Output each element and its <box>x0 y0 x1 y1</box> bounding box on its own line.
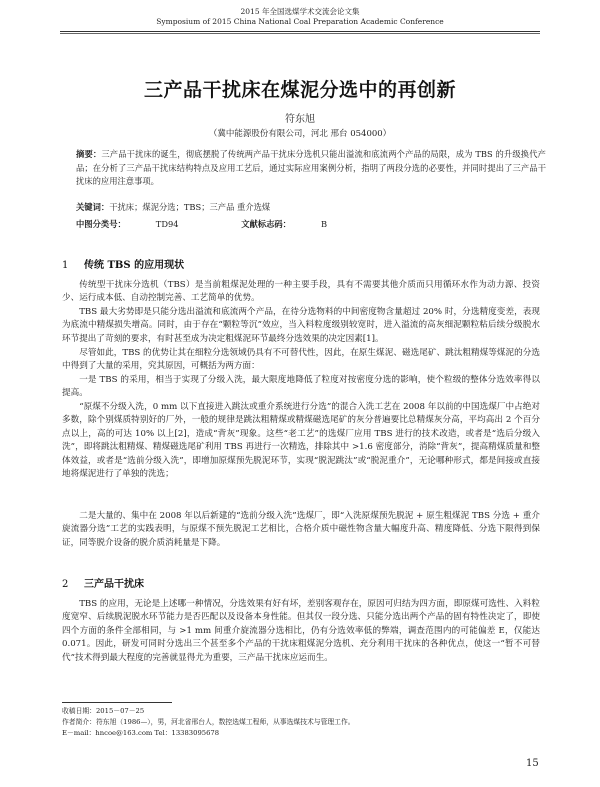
paragraph: 一是 TBS 的采用，相当于实现了分级入洗，最大限度地降低了粒度对按密度分选的影响，使个粒级的整体分选效率得以提高。 <box>62 375 540 399</box>
section-heading-2 <box>62 575 144 590</box>
paragraph: 二是大量的、集中在 2008 年以后新建的“选前分级入洗”选煤厂，即“入洗原煤预先脱泥 + 原生粗煤泥 TBS 分选 + 重介旋流器分选”工艺的实践表明，与原煤不预先脱泥工艺相比，合格介质中磁性物含量大幅度升高、精度降低、分选下限得到保证，同等脱介设备的脱介质消耗量是下降。 <box>62 511 540 548</box>
abstract-text: 三产品干扰床的诞生，彻底摆脱了传统两产品干扰床分选机只能出溢流和底流两个产品的局限，成为 TBS 的升级换代产品；在分析了三产品干扰床结构特点及应用工艺后，通过实际应用案例分析，指明了两段分选的必要性，并同时提出了三产品干扰床的应用注意事项。 <box>76 149 546 186</box>
author-affiliation: （冀中能源股份有限公司，河北 邢台 054000） <box>208 129 392 139</box>
section-1-number: 1 <box>62 260 69 271</box>
section-1-title: 传统 TBS 的应用现状 <box>84 260 185 271</box>
header-rule <box>60 31 540 32</box>
paragraph: TBS 的应用，无论是上述哪一种情况，分选效果有好有坏，差别客观存在，原因可归结为四方面，即原煤可选性、入料粒度宽窄、后续脱泥脱水环节能力是否匹配以及设备本身性能。但其仅一段分选、只能分选出两个产品的固有特性决定了，即使四个方面的条件全部相同，与 >1 mm 间重介旋流器分选相比，仍有分选效率低的弊端，调查范围内的可能偏差 E，仅能达 0.071。因此，研发可同时分选出三个甚至多个产品的干扰床粗煤泥分选机、充分利用干扰床的各种优点，使这一“暂不可替代”技术得到最大程度的完善就显得尤为重要，三产品干扰床应运而生。 <box>62 599 540 663</box>
doc-code-value: B <box>320 219 328 229</box>
paragraph: TBS 最大劣势即是只能分选出溢流和底流两个产品，在待分选物料的中间密度物含量超过 20% 时，分选精度变差，表现为底流中精煤损失增高。同时，由于存在“颗粒等沉”效应，当入料粒度级别较宽时，进入溢流的高灰细泥颗粒粘后续分级脱水环节提出了苛刻的要求，有时甚至成为决定粗煤泥环节最终分选效果的决定因素[1]。 <box>62 307 540 344</box>
footnote-rule <box>62 702 172 703</box>
article-title: 三产品干扰床在煤泥分选中的再创新 <box>143 79 456 101</box>
abstract-label: 摘要： <box>76 149 102 159</box>
author-name: 符东旭 <box>285 114 315 125</box>
running-header <box>0 7 600 27</box>
page-number: 15 <box>526 758 539 769</box>
footnote-received: 收稿日期：2015－07－25 <box>62 707 145 715</box>
section-2-title: 三产品干扰床 <box>84 579 144 590</box>
keywords-label: 关键词： <box>76 202 110 212</box>
section-heading-1 <box>62 256 184 271</box>
clc-label: 中图分类号： <box>76 219 126 229</box>
header-line-cn: 2015 年全国选煤学术交流会论文集 <box>240 7 360 16</box>
classification <box>76 218 546 230</box>
header-line-en: Symposium of 2015 China National Coal Preparation Academic Conference <box>156 17 444 26</box>
paragraph: 尽管如此，TBS 的优势让其在细粒分选领域仍具有不可替代性，因此，在原生煤泥、磁选尾矿、跳汰粗精煤等煤泥的分选中得到了大量的采用，究其原因，可概括为两方面： <box>62 348 540 372</box>
paragraph: 传统型干扰床分选机（TBS）是当前粗煤泥处理的一种主要手段，具有不需要其他介质而只用循环水作为动力源、投资少、运行成本低、自动控制完善、工艺简单的优势。 <box>62 280 540 304</box>
footnote-contact: E－mail：hncoe@163.com Tel：13383095678 <box>62 729 220 737</box>
clc-value: TD94 <box>155 219 179 229</box>
section-2-number: 2 <box>62 579 69 590</box>
keywords-text: 干扰床；煤泥分选；TBS；三产品 重介选煤 <box>109 202 271 212</box>
abstract <box>76 148 546 189</box>
footnote-bio: 作者简介：符东旭（1986—），男，河北省邢台人，数控选煤工程师，从事选煤技术与管理工作。 <box>62 718 355 726</box>
keywords <box>76 201 546 213</box>
doc-code-label: 文献标志码： <box>241 219 291 229</box>
header-rule-thin <box>60 33 540 34</box>
paragraph: “原煤不分级入洗，0 mm 以下直接进入跳汰或重介系统进行分选”的混合入洗工艺在 2008 年以前的中国选煤厂中占绝对多数，除个别煤质特别好的厂外，一般的规律是跳汰粗精煤或精煤磁选尾矿的灰分普遍要比总精煤灰分高，平均高出 2 个百分点以上，高的可达 10% 以上[2]，造成“背灰”现象。这些“老工艺”的选煤厂应用 TBS 进行的技术改造，或者是“选后分级入洗”，即将跳汰粗精煤、精煤磁选尾矿利用 TBS 再进行一次精选，排除其中 >1.6 密度部分，消除“背灰”，提高精煤质量和整体效益，或者是“选前分级入洗”，即增加原煤预先脱泥环节，实现“脱泥跳汰”或“脱泥重介”，无论哪种形式，都是间接或直接地将煤泥进行了单独的洗选； <box>62 402 540 480</box>
